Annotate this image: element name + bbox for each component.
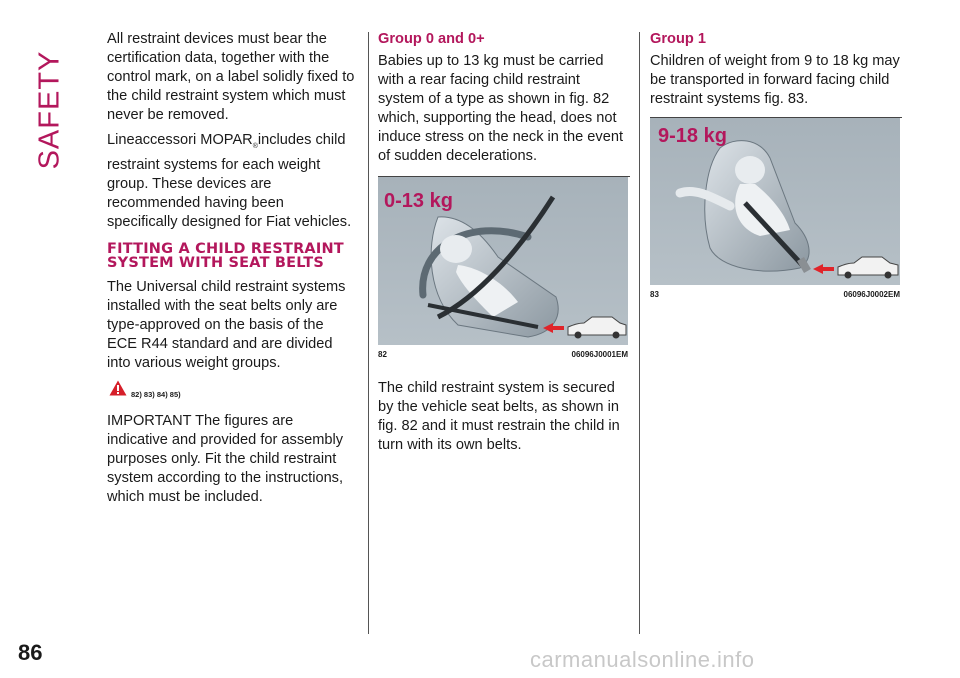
- child-seat-illustration: [378, 177, 628, 345]
- figure-number: 82: [378, 350, 387, 359]
- figure-number: 83: [650, 290, 659, 299]
- warning-refs: 82) 83) 84) 85): [131, 390, 181, 399]
- figure-code: 06096J0002EM: [843, 290, 900, 299]
- figure-caption: [650, 285, 902, 301]
- section-label: SAFETY: [33, 50, 66, 170]
- paragraph: Babies up to 13 kg must be carried with a rear facing child restraint system of a type as shown in fig. 82 which, supporting the head, does not induce stress on the neck in the event of sudden decelerations.: [378, 53, 624, 164]
- column-divider: [639, 32, 640, 634]
- column-3: [650, 30, 902, 301]
- figure-code: 06096J0001EM: [571, 350, 628, 359]
- column-2: [378, 30, 630, 461]
- subheading: Group 1: [650, 31, 706, 47]
- warning-triangle-icon: [109, 380, 127, 396]
- column-divider: [368, 32, 369, 634]
- subheading: Group 0 and 0+: [378, 31, 485, 47]
- warning-row: [107, 379, 357, 404]
- paragraph: The Universal child restraint systems installed with the seat belts only are type-approved on the basis of the ECE R44 standard and are divided into various weight groups.: [107, 279, 346, 371]
- section-heading: FITTING A CHILD RESTRAINT SYSTEM WITH SEAT BELTS: [107, 241, 344, 271]
- paragraph: Lineaccessori $MOPAR_®includes$ child restraint systems for each weight group. These devices are recommended having been specifically designed for Fiat vehicles.: [107, 132, 352, 230]
- figure-weight-label: 0-13 kg: [384, 190, 453, 212]
- figure-caption: [378, 345, 630, 361]
- column-1: [107, 30, 357, 513]
- figure-weight-label: 9-18 kg: [658, 125, 727, 147]
- child-seat-illustration: [650, 118, 900, 285]
- paragraph: All restraint devices must bear the certification data, together with the control mark, on a label solidly fixed to the child restraint system which must never be removed.: [107, 31, 355, 123]
- paragraph: IMPORTANT The figures are indicative and provided for assembly purposes only. Fit the child restraint system according to the instructions, which must be included.: [107, 413, 344, 505]
- figure-82: [378, 176, 630, 361]
- figure-83: [650, 117, 902, 301]
- page-number: 86: [18, 640, 43, 665]
- paragraph: The child restraint system is secured by the vehicle seat belts, as shown in fig. 82 and it must restrain the child in turn with its own belts.: [378, 380, 620, 453]
- watermark: carmanualsonline.info: [530, 647, 755, 672]
- paragraph: Children of weight from 9 to 18 kg may be transported in forward facing child restraint systems fig. 83.: [650, 53, 900, 107]
